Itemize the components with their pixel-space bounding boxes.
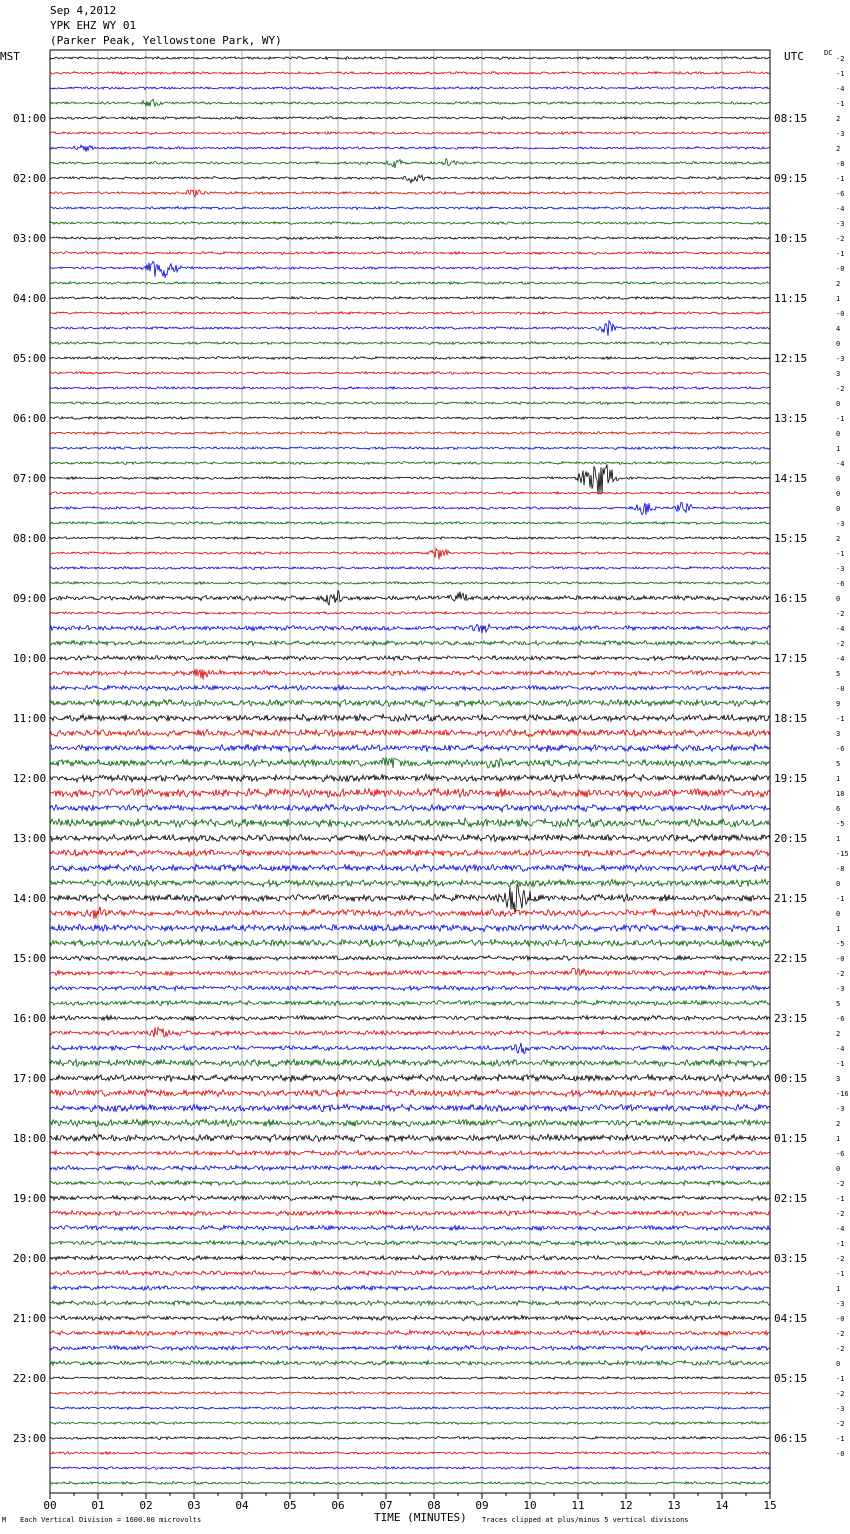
trace-row-53 [50,849,770,857]
trace-row-28 [50,464,770,494]
trace-row-94 [50,1467,770,1470]
dc-offset-label: -2 [836,640,845,648]
trace-row-66 [50,1043,770,1054]
dc-offset-label: -6 [836,190,845,198]
utc-hour-label: 00:15 [774,1072,808,1085]
dc-offset-label: -0 [836,955,845,963]
dc-offset-label: 0 [836,1165,841,1173]
utc-hour-label: 16:15 [774,592,808,605]
dc-offset-label: -2 [836,385,845,393]
trace-row-45 [50,729,770,736]
dc-offset-label: 6 [836,805,841,813]
station-location-title: (Parker Peak, Yellowstone Park, WY) [50,34,282,47]
mst-hour-label: 22:00 [13,1372,47,1385]
trace-row-74 [50,1165,770,1170]
trace-row-32 [50,537,770,540]
dc-offset-label: 1 [836,295,841,303]
mst-hour-label: 04:00 [13,292,47,305]
trace-row-87 [50,1360,770,1365]
dc-offset-label: 2 [836,115,841,123]
dc-offset-label: 9 [836,700,841,708]
utc-hour-label: 19:15 [774,772,808,785]
trace-row-43 [50,699,770,706]
trace-row-3 [50,99,770,106]
mst-hour-label: 02:00 [13,172,47,185]
trace-row-59 [50,939,770,946]
dc-offset-label: 5 [836,1000,841,1008]
utc-hour-label: 21:15 [774,892,808,905]
dc-offset-label: 0 [836,880,841,888]
x-tick-label: 15 [763,1499,777,1512]
trace-row-70 [50,1104,770,1112]
plot-frame [50,50,770,1493]
dc-offset-label: -6 [836,1015,845,1023]
x-tick-label: 08 [427,1499,441,1512]
mst-hour-label: 01:00 [13,112,47,125]
mst-hour-label: 16:00 [13,1012,47,1025]
dc-offset-label: -8 [836,865,845,873]
trace-row-78 [50,1225,770,1230]
mst-hour-label: 13:00 [13,832,47,845]
trace-row-92 [50,1437,770,1440]
trace-row-77 [50,1210,770,1215]
trace-row-6 [50,145,770,152]
dc-offset-label: 0 [836,340,841,348]
trace-row-95 [50,1482,770,1485]
dc-offset-label: 0 [836,400,841,408]
dc-offset-label: -6 [836,1150,845,1158]
trace-row-44 [50,714,770,721]
dc-offset-label: 2 [836,535,841,543]
dc-offset-label: -1 [836,175,845,183]
dc-offset-label: -1 [836,70,845,78]
dc-offset-label: -3 [836,1405,845,1413]
utc-hour-label: 06:15 [774,1432,808,1445]
dc-offset-label: 1 [836,1285,841,1293]
x-tick-label: 11 [571,1499,585,1512]
x-axis-label: TIME (MINUTES) [374,1511,467,1524]
trace-row-55 [50,879,770,887]
dc-offset-label: -1 [836,895,845,903]
dc-offset-label: -5 [836,820,845,828]
dc-offset-label: -2 [836,1345,845,1353]
trace-row-17 [50,312,770,315]
trace-row-1 [50,72,770,75]
dc-offset-label: -2 [836,610,845,618]
trace-row-64 [50,1015,770,1020]
trace-row-24 [50,417,770,420]
utc-hour-label: 14:15 [774,472,808,485]
dc-offset-label: 1 [836,1135,841,1143]
dc-offset-label: -16 [836,1090,849,1098]
trace-row-31 [50,522,770,525]
dc-offset-label: -2 [836,1330,845,1338]
utc-hour-label: 20:15 [774,832,808,845]
dc-offset-label: 0 [836,505,841,513]
dc-offset-label: -6 [836,745,845,753]
dc-offset-label: -3 [836,1300,845,1308]
utc-hour-label: 10:15 [774,232,808,245]
dc-offset-label: -4 [836,1225,845,1233]
utc-hour-label: 04:15 [774,1312,808,1325]
trace-row-12 [50,237,770,240]
dc-offset-label: -1 [836,415,845,423]
trace-row-83 [50,1301,770,1306]
dc-offset-label: 5 [836,670,841,678]
trace-row-35 [50,582,770,585]
trace-row-63 [50,1000,770,1005]
dc-offset-label: 3 [836,370,841,378]
utc-hour-label: 08:15 [774,112,808,125]
utc-hour-label: 15:15 [774,532,808,545]
dc-offset-label: 2 [836,1030,841,1038]
dc-offset-label: -2 [836,55,845,63]
trace-row-15 [50,282,770,285]
dc-offset-label: -1 [836,550,845,558]
mst-hour-label: 09:00 [13,592,47,605]
mst-hour-label: 05:00 [13,352,47,365]
trace-row-29 [50,492,770,495]
trace-row-22 [50,387,770,390]
x-tick-label: 01 [91,1499,105,1512]
trace-row-91 [50,1422,770,1425]
mst-hour-label: 18:00 [13,1132,47,1145]
trace-row-89 [50,1392,770,1395]
mst-hour-label: 17:00 [13,1072,47,1085]
utc-hour-label: 05:15 [774,1372,808,1385]
dc-offset-label: 0 [836,430,841,438]
dc-offset-label: -2 [836,1390,845,1398]
dc-offset-label: -5 [836,940,845,948]
dc-offset-label: -1 [836,100,845,108]
dc-offset-label: -8 [836,160,845,168]
left-timezone-label: MST [0,50,20,63]
trace-row-26 [50,447,770,450]
dc-offset-label: -2 [836,1180,845,1188]
trace-row-34 [50,567,770,570]
trace-row-90 [50,1407,770,1410]
trace-row-14 [50,261,770,277]
trace-row-69 [50,1090,770,1097]
dc-offset-label: -1 [836,1270,845,1278]
dc-offset-label: 18 [836,790,845,798]
trace-row-71 [50,1119,770,1126]
utc-hour-label: 02:15 [774,1192,808,1205]
utc-hour-label: 23:15 [774,1012,808,1025]
trace-row-9 [50,190,770,197]
dc-offset-label: 1 [836,925,841,933]
trace-row-76 [50,1196,770,1201]
dc-offset-label: 4 [836,325,841,333]
dc-offset-label: -4 [836,205,845,213]
mst-hour-label: 11:00 [13,712,47,725]
trace-row-2 [50,87,770,90]
dc-offset-label: -1 [836,715,845,723]
dc-offset-label: -3 [836,985,845,993]
trace-row-82 [50,1285,770,1290]
dc-offset-label: -0 [836,1450,845,1458]
trace-row-21 [50,372,770,375]
mst-hour-label: 07:00 [13,472,47,485]
trace-row-54 [50,864,770,871]
trace-row-23 [50,402,770,405]
trace-row-33 [50,548,770,559]
x-tick-label: 13 [667,1499,681,1512]
trace-row-73 [50,1150,770,1155]
dc-offset-label: -2 [836,1420,845,1428]
utc-hour-label: 18:15 [774,712,808,725]
x-tick-label: 07 [379,1499,393,1512]
dc-offset-label: 0 [836,1360,841,1368]
dc-offset-label: 1 [836,835,841,843]
x-tick-label: 06 [331,1499,345,1512]
dc-offset-label: -4 [836,1045,845,1053]
trace-row-27 [50,462,770,465]
trace-row-79 [50,1241,770,1246]
trace-row-37 [50,612,770,615]
trace-row-58 [50,924,770,931]
dc-offset-label: -1 [836,1435,845,1443]
trace-row-10 [50,207,770,210]
mst-hour-label: 15:00 [13,952,47,965]
dc-offset-label: 1 [836,775,841,783]
dc-offset-label: 3 [836,730,841,738]
dc-offset-label: -0 [836,310,845,318]
trace-row-39 [50,640,770,645]
vertical-scale-note: Each Vertical Division = 1600.00 microvolts [20,1516,202,1524]
dc-offset-label: -1 [836,1375,845,1383]
x-tick-label: 10 [523,1499,537,1512]
dc-offset-label: -1 [836,250,845,258]
dc-offset-label: -1 [836,1240,845,1248]
dc-offset-label: 1 [836,445,841,453]
dc-offset-label: -3 [836,1105,845,1113]
dc-offset-label: -4 [836,85,845,93]
trace-row-20 [50,357,770,360]
dc-offset-label: -4 [836,460,845,468]
mst-hour-label: 23:00 [13,1432,47,1445]
mst-hour-label: 21:00 [13,1312,47,1325]
trace-row-0 [50,57,770,60]
dc-offset-label: 0 [836,475,841,483]
dc-offset-label: -0 [836,265,845,273]
right-timezone-label: UTC [784,50,804,63]
dc-offset-label: -2 [836,1210,845,1218]
utc-hour-label: 03:15 [774,1252,808,1265]
utc-hour-label: 01:15 [774,1132,808,1145]
trace-row-75 [50,1180,770,1185]
trace-row-62 [50,985,770,990]
utc-hour-label: 22:15 [774,952,808,965]
dc-offset-label: -15 [836,850,849,858]
dc-offset-label: -3 [836,355,845,363]
trace-row-61 [50,968,770,975]
trace-row-81 [50,1270,770,1275]
trace-row-36 [50,590,770,605]
trace-row-80 [50,1255,770,1260]
trace-row-8 [50,175,770,183]
trace-row-65 [50,1027,770,1037]
trace-row-11 [50,222,770,225]
mst-hour-label: 14:00 [13,892,47,905]
x-tick-label: 09 [475,1499,489,1512]
trace-row-60 [50,956,770,961]
trace-row-42 [50,685,770,690]
station-channel-title: YPK EHZ WY 01 [50,19,137,32]
trace-row-52 [50,834,770,841]
dc-offset-label: 2 [836,1120,841,1128]
trace-row-56 [50,885,770,913]
trace-row-67 [50,1059,770,1067]
mst-hour-label: 03:00 [13,232,47,245]
trace-row-88 [50,1377,770,1380]
trace-row-40 [50,656,770,661]
utc-hour-label: 13:15 [774,412,808,425]
trace-row-47 [50,757,770,768]
mst-hour-label: 06:00 [13,412,47,425]
x-tick-label: 03 [187,1499,201,1512]
trace-row-84 [50,1315,770,1320]
dc-offset-label: 2 [836,280,841,288]
dc-offset-label: -3 [836,130,845,138]
trace-row-13 [50,252,770,255]
dc-offset-header: DC [824,49,833,57]
trace-row-41 [50,669,770,680]
x-tick-label: 14 [715,1499,729,1512]
trace-row-4 [50,117,770,120]
trace-row-51 [50,818,770,827]
x-tick-label: 05 [283,1499,297,1512]
dc-offset-label: 5 [836,760,841,768]
utc-hour-label: 12:15 [774,352,808,365]
dc-offset-label: -3 [836,220,845,228]
trace-row-16 [50,297,770,300]
dc-offset-label: -2 [836,235,845,243]
trace-row-18 [50,321,770,336]
trace-row-57 [50,907,770,919]
dc-offset-label: -2 [836,970,845,978]
date-title: Sep 4,2012 [50,4,117,17]
trace-row-48 [50,774,770,782]
dc-offset-label: 2 [836,145,841,153]
dc-offset-label: -3 [836,520,845,528]
dc-offset-label: -6 [836,580,845,588]
dc-offset-label: 0 [836,595,841,603]
trace-row-46 [50,744,770,752]
clipping-note: Traces clipped at plus/minus 5 vertical divisions [482,1516,689,1524]
x-tick-label: 02 [139,1499,153,1512]
dc-offset-label: -1 [836,1060,845,1068]
dc-offset-label: -2 [836,1255,845,1263]
trace-row-68 [50,1074,770,1081]
mst-hour-label: 10:00 [13,652,47,665]
dc-offset-label: -4 [836,655,845,663]
utc-hour-label: 11:15 [774,292,808,305]
dc-offset-label: -1 [836,1195,845,1203]
trace-row-38 [50,624,770,633]
trace-row-85 [50,1330,770,1335]
utc-hour-label: 09:15 [774,172,808,185]
trace-row-7 [50,159,770,169]
dc-offset-label: -3 [836,565,845,573]
mst-hour-label: 12:00 [13,772,47,785]
utc-hour-label: 17:15 [774,652,808,665]
mst-hour-label: 19:00 [13,1192,47,1205]
dc-offset-label: -0 [836,1315,845,1323]
trace-row-72 [50,1134,770,1141]
x-tick-label: 04 [235,1499,249,1512]
trace-row-50 [50,804,770,811]
trace-row-86 [50,1346,770,1351]
corner-mark: M [2,1516,7,1524]
trace-row-49 [50,788,770,797]
trace-row-93 [50,1452,770,1455]
dc-offset-label: 0 [836,490,841,498]
mst-hour-label: 08:00 [13,532,47,545]
dc-offset-label: -0 [836,685,845,693]
dc-offset-label: 3 [836,1075,841,1083]
trace-row-30 [50,502,770,515]
x-tick-label: 00 [43,1499,57,1512]
x-tick-label: 12 [619,1499,633,1512]
mst-hour-label: 20:00 [13,1252,47,1265]
trace-row-25 [50,432,770,435]
trace-row-19 [50,342,770,345]
dc-offset-label: -4 [836,625,845,633]
dc-offset-label: 0 [836,910,841,918]
trace-row-5 [50,132,770,135]
